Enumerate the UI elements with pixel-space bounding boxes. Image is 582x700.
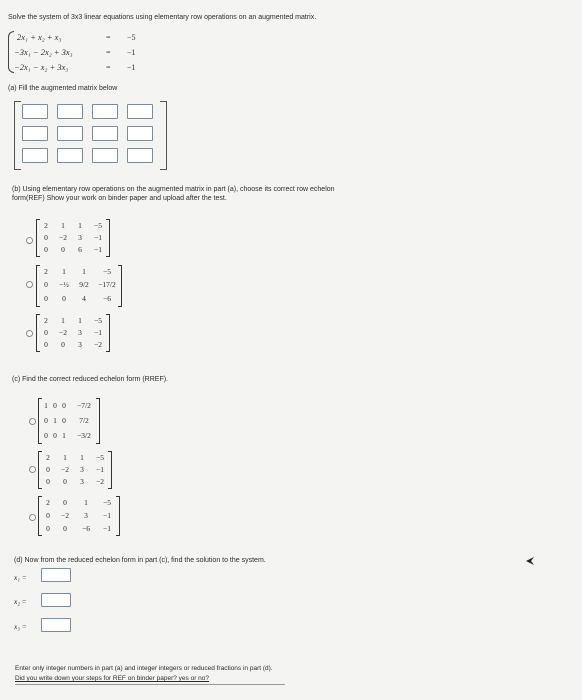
matrix-cell-r2c1[interactable]	[22, 126, 48, 141]
matrix-cell-r3c1[interactable]	[22, 148, 48, 163]
matrix-entry: −2	[96, 477, 104, 486]
mouse-cursor-icon	[525, 556, 535, 566]
matrix-entry: 0	[44, 294, 48, 303]
matrix-entry: −5	[94, 221, 102, 230]
matrix-entry: 0	[63, 498, 67, 507]
matrix-entry: −5	[103, 498, 111, 507]
matrix-entry: 0	[62, 416, 66, 425]
matrix-entry: 1	[62, 431, 66, 440]
footer-answer-line[interactable]	[15, 684, 285, 685]
matrix-cell-r1c1[interactable]	[22, 104, 48, 119]
matrix-row	[36, 340, 110, 350]
footer-instructions: Enter only integer numbers in part (a) and integer integers or reduced fractions in part (d).	[15, 665, 273, 672]
matrix-entry: 0	[62, 294, 66, 303]
matrix-entry: 0	[62, 401, 66, 410]
part-c-prompt: (c) Find the correct reduced echelon form (RREF).	[12, 376, 168, 383]
matrix-entry: 0	[44, 340, 48, 349]
footer-question: Did you write down your steps for REF on binder paper? yes or no?	[15, 675, 210, 682]
equation-2-rhs: −1	[127, 48, 136, 57]
matrix-row	[36, 328, 110, 338]
matrix-entry: 1	[62, 267, 66, 276]
x2-label: x₂ =	[14, 597, 27, 606]
x2-answer-input[interactable]	[41, 593, 71, 607]
matrix-entry: −5	[103, 267, 111, 276]
matrix-right-bracket	[160, 101, 167, 170]
part-b-option-3-matrix[interactable]	[36, 314, 110, 352]
equation-3-rhs: −1	[127, 63, 136, 72]
matrix-entry: 2	[44, 267, 48, 276]
matrix-entry: 0	[61, 340, 65, 349]
matrix-entry: 1	[44, 401, 48, 410]
matrix-entry: −1	[94, 245, 102, 254]
part-b-option-1-radio[interactable]	[26, 237, 33, 244]
matrix-entry: 0	[61, 245, 65, 254]
part-d-prompt: (d) Now from the reduced echelon form in part (c), find the solution to the system.	[14, 557, 266, 564]
matrix-cell-r1c4[interactable]	[127, 104, 153, 119]
matrix-entry: 0	[63, 524, 67, 533]
matrix-entry: 7/2	[79, 416, 89, 425]
matrix-row	[36, 221, 110, 231]
matrix-entry: 2	[44, 316, 48, 325]
matrix-entry: 1	[78, 221, 82, 230]
equation-3-lhs: −2x₁ − x₂ + 3x₃	[14, 62, 69, 72]
matrix-row	[36, 280, 122, 290]
matrix-entry: 0	[44, 328, 48, 337]
matrix-entry: −2	[59, 328, 67, 337]
matrix-entry: −1	[96, 465, 104, 474]
part-b-option-2-radio[interactable]	[26, 281, 33, 288]
part-b-option-3-radio[interactable]	[26, 330, 33, 337]
matrix-entry: 1	[53, 416, 57, 425]
matrix-entry: −17/2	[98, 280, 116, 289]
matrix-entry: 0	[46, 524, 50, 533]
matrix-cell-r2c2[interactable]	[57, 126, 83, 141]
x1-answer-input[interactable]	[41, 568, 71, 582]
matrix-row	[36, 294, 122, 304]
matrix-entry: 0	[44, 280, 48, 289]
part-c-option-3-matrix[interactable]	[38, 496, 120, 536]
matrix-entry: −6	[82, 524, 90, 533]
matrix-entry: −½	[59, 280, 69, 289]
matrix-entry: 9/2	[79, 280, 89, 289]
matrix-entry: −1	[94, 328, 102, 337]
matrix-entry: −5	[94, 316, 102, 325]
matrix-cell-r2c4[interactable]	[127, 126, 153, 141]
part-c-option-2-matrix[interactable]	[38, 451, 112, 489]
matrix-row	[38, 453, 112, 463]
matrix-entry: −1	[103, 511, 111, 520]
matrix-left-bracket	[14, 101, 21, 170]
part-c-option-2-radio[interactable]	[29, 466, 36, 473]
part-a-prompt: (a) Fill the augmented matrix below	[8, 85, 118, 92]
matrix-entry: 0	[44, 233, 48, 242]
matrix-entry: 0	[46, 477, 50, 486]
matrix-row	[38, 416, 100, 426]
matrix-entry: 1	[80, 453, 84, 462]
matrix-entry: 0	[63, 477, 67, 486]
matrix-entry: −3/2	[77, 431, 91, 440]
matrix-entry: 3	[78, 328, 82, 337]
x1-label: x₁ =	[14, 573, 27, 582]
equation-1-lhs: 2x₁ + x₂ + x₃	[17, 32, 62, 42]
part-c-option-1-radio[interactable]	[29, 418, 36, 425]
matrix-entry: 1	[82, 267, 86, 276]
equals-sign-1: =	[106, 33, 111, 42]
matrix-entry: 0	[44, 431, 48, 440]
matrix-row	[36, 316, 110, 326]
equals-sign-2: =	[106, 48, 111, 57]
matrix-cell-r3c4[interactable]	[127, 148, 153, 163]
matrix-entry: 0	[46, 511, 50, 520]
matrix-row	[38, 498, 120, 508]
matrix-entry: −6	[103, 294, 111, 303]
matrix-entry: 0	[46, 465, 50, 474]
part-b-prompt-line1: (b) Using elementary row operations on the augmented matrix in part (a), choose its correct row echelon	[12, 186, 335, 193]
part-b-option-1-matrix[interactable]	[36, 219, 110, 257]
matrix-entry: −2	[61, 465, 69, 474]
matrix-entry: 1	[63, 453, 67, 462]
matrix-entry: 6	[78, 245, 82, 254]
matrix-entry: 0	[44, 245, 48, 254]
matrix-row	[38, 524, 120, 534]
part-b-prompt-line2: form(REF) Show your work on binder paper and upload after the test.	[12, 195, 227, 202]
matrix-cell-r1c2[interactable]	[57, 104, 83, 119]
matrix-row	[38, 465, 112, 475]
matrix-row	[36, 267, 122, 277]
matrix-entry: 3	[80, 465, 84, 474]
matrix-entry: −1	[103, 524, 111, 533]
matrix-entry: 1	[78, 316, 82, 325]
matrix-entry: 3	[78, 233, 82, 242]
equals-sign-3: =	[106, 63, 111, 72]
matrix-entry: 2	[44, 221, 48, 230]
matrix-entry: −2	[94, 340, 102, 349]
matrix-cell-r3c3[interactable]	[92, 148, 118, 163]
x3-label: x₃ =	[14, 622, 27, 631]
matrix-entry: 4	[82, 294, 86, 303]
matrix-entry: −1	[94, 233, 102, 242]
matrix-entry: 3	[84, 511, 88, 520]
matrix-row	[38, 477, 112, 487]
x3-answer-input[interactable]	[41, 618, 71, 632]
matrix-entry: −2	[59, 233, 67, 242]
matrix-entry: 1	[61, 316, 65, 325]
matrix-entry: 3	[78, 340, 82, 349]
matrix-entry: −7/2	[77, 401, 91, 410]
matrix-entry: −2	[61, 511, 69, 520]
matrix-row	[36, 233, 110, 243]
part-c-option-1-matrix[interactable]	[38, 398, 100, 444]
matrix-row	[38, 431, 100, 441]
equation-1-rhs: −5	[127, 33, 136, 42]
part-c-option-3-radio[interactable]	[29, 514, 36, 521]
matrix-entry: 1	[84, 498, 88, 507]
matrix-cell-r2c3[interactable]	[92, 126, 118, 141]
matrix-row	[36, 245, 110, 255]
matrix-entry: 0	[44, 416, 48, 425]
matrix-entry: 0	[53, 401, 57, 410]
equation-2-lhs: −3x₁ − 2x₂ + 3x₃	[14, 47, 73, 57]
matrix-entry: −5	[96, 453, 104, 462]
matrix-cell-r1c3[interactable]	[92, 104, 118, 119]
matrix-cell-r3c2[interactable]	[57, 148, 83, 163]
matrix-entry: 2	[46, 453, 50, 462]
matrix-entry: 2	[46, 498, 50, 507]
question-text: Solve the system of 3x3 linear equations using elementary row operations on an augmented matrix.	[8, 14, 317, 21]
matrix-row	[38, 511, 120, 521]
matrix-entry: 0	[53, 431, 57, 440]
part-b-option-2-matrix[interactable]	[36, 265, 122, 307]
matrix-entry: 1	[61, 221, 65, 230]
matrix-entry: 3	[80, 477, 84, 486]
matrix-row	[38, 401, 100, 411]
